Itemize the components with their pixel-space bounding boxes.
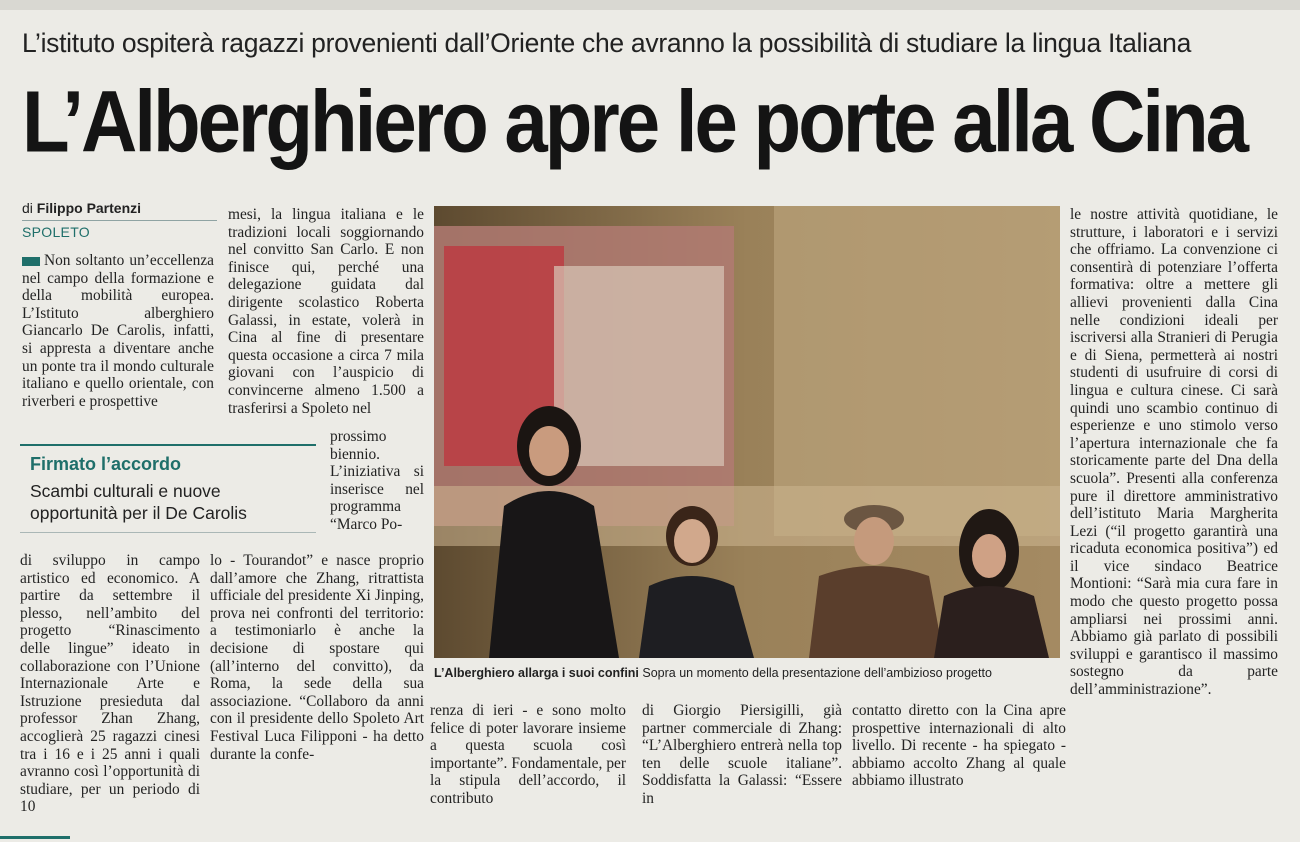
dateline-location: SPOLETO bbox=[22, 224, 90, 240]
photo-caption-text: Sopra un momento della presentazione dell’ambizioso progetto bbox=[642, 666, 992, 680]
body-column-1 bbox=[22, 252, 214, 410]
body-column-6: le nostre attività quotidiane, le strutture, i laboratori e i servizi che offriamo. La convenzione ci consentirà di potenziare l’offerta formativa: oltre a mettere gli allievi provenienti dalla Cina nelle condizioni ideali per iscriversi alla Stranieri di Perugia e di Siena, permetterà ai nostri studenti di usufruire di corsi di lingua e cultura cinese. Ci sarà quindi uno scambio continuo di esperienze e uno stimolo verso l’apertura internazionale che fa storicamente parte del Dna della scuola”. Presenti alla conferenza pure il direttore amministrativo dell’istituto Maria Margherita Lezi (“il progetto garantirà una ricaduta economica positiva”) ed il vice sindaco Beatrice Montioni: “Sarà mia cura fare in modo che questo progetto possa ampliarsi nei prossimi anni. Abbiamo già parlato di possibili sviluppi e garantisco il massimo sostegno da parte dell’amministrazione”. bbox=[1070, 206, 1278, 699]
byline-rule bbox=[22, 220, 217, 221]
sidebar-box-text: Scambi culturali e nuove opportunità per il De Carolis bbox=[30, 481, 247, 523]
sidebar-box-rule bbox=[20, 444, 316, 446]
article-headline: L’Alberghiero apre le porte alla Cina bbox=[22, 71, 1247, 171]
byline-prefix: di bbox=[22, 200, 33, 216]
body-column-2b: prossimo biennio. L’iniziativa si inserisce nel programma “Marco Po- bbox=[330, 428, 424, 533]
body-column-4: di Giorgio Piersigilli, già partner commerciale di Zhang: “L’Alberghiero entrerà nella top ten delle scuole italiane”. Soddisfatta la Galassi: “Essere in bbox=[642, 702, 842, 807]
sidebar-box-bottom-rule bbox=[20, 532, 316, 533]
byline-author: Filippo Partenzi bbox=[36, 200, 142, 216]
bottom-accent-rule bbox=[0, 836, 70, 839]
body-column-3: renza di ieri - e sono molto felice di poter lavorare insieme a questa scuola così importante”. Fondamentale, per la stipula dell’accordo, il contributo bbox=[430, 702, 626, 807]
body-text-col1: Non soltanto un’eccellenza nel campo della formazione e della mobilità europea. L’Istituto alberghiero Giancarlo De Carolis, infatti, si appresta a diventare anche un ponte tra il mondo culturale italiano e quello orientale, con riverberi e prospettive bbox=[22, 252, 214, 410]
body-column-1b: di sviluppo in campo artistico ed economico. A partire da settembre il plesso, nell’ambito del progetto “Rinascimento delle lingue” ideato in collaborazione con l’Unione Internazionale Arte e Istruzione presieduta dal professor Zhan Zhang, accoglierà 25 ragazzi cinesi tra i 16 e i 25 anni i quali avranno così l’opportunità di studiare, per un periodo di 10 bbox=[20, 552, 200, 816]
body-column-2c: lo - Tourandot” e nasce proprio dall’amore che Zhang, ritrattista ufficiale del presidente Xi Jinping, prova nei confronti del territorio: a testimoniarlo è anche la decisione di spostare qui (all’interno del convitto), da Roma, la sede della sua associazione. “Collaboro da anni con il presidente dello Spoleto Art Festival Luca Filipponi - ha detto durante la confe- bbox=[210, 552, 424, 763]
article-kicker: L’istituto ospiterà ragazzi provenienti dall’Oriente che avranno la possibilità di studiare la lingua Italiana bbox=[22, 28, 1192, 58]
sidebar-box-title: Firmato l’accordo bbox=[30, 454, 182, 474]
photo-caption bbox=[434, 666, 1060, 680]
conference-photo-illustration bbox=[434, 206, 1060, 658]
paragraph-marker-icon bbox=[22, 257, 40, 266]
article-photo bbox=[434, 206, 1060, 658]
byline bbox=[22, 200, 141, 216]
body-column-2: mesi, la lingua italiana e le tradizioni locali soggiornando nel convitto San Carlo. E non finisce qui, perché una delegazione guidata dal dirigente scolastico Roberta Galassi, in estate, volerà in Cina al fine di presentare questa occasione a circa 7 mila giovani con l’auspicio di convincerne almeno 1.500 a trasferirsi a Spoleto nel bbox=[228, 206, 424, 417]
top-page-strip bbox=[0, 0, 1300, 10]
body-column-5: contatto diretto con la Cina apre prospettive internazionali di alto livello. Di recente - ha spiegato - abbiamo accolto Zhang al quale abbiamo illustrato bbox=[852, 702, 1066, 790]
photo-caption-title: L’Alberghiero allarga i suoi confini bbox=[434, 666, 639, 680]
